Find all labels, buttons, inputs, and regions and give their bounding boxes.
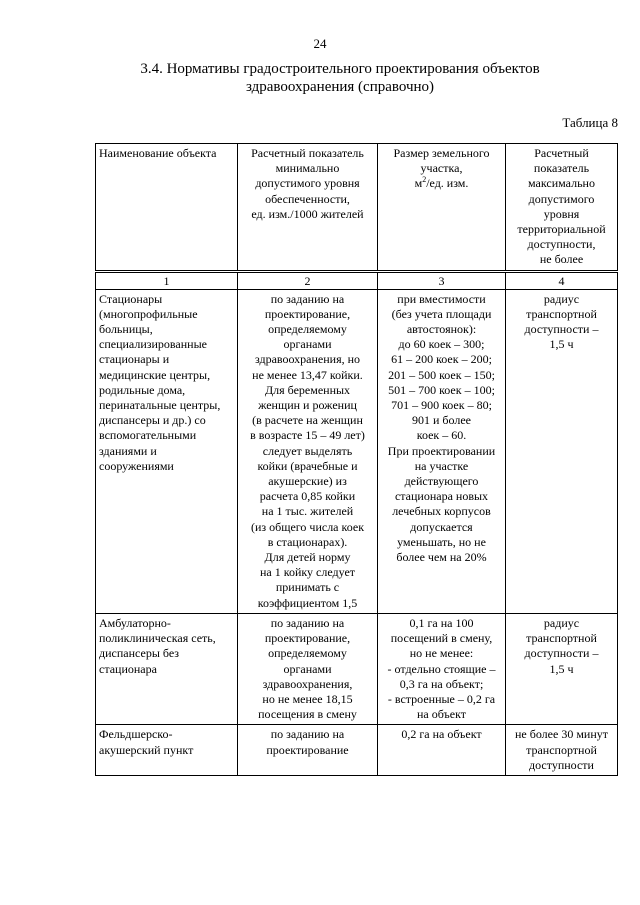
row-object-name: Стационары (многопрофильные больницы, специализированные стационары и медицинские центры, родильные дома, перинатальные центры, диспансеры и др.) со вспомогательными зданиями и сооружениями (96, 289, 238, 613)
row-indicator: по заданию на проектирование (238, 725, 378, 776)
header-land-size (378, 144, 506, 272)
table-row (96, 613, 618, 724)
section-title-line-1: 3.4. Нормативы градостроительного проектирования объектов (140, 61, 540, 77)
table-header-row (96, 144, 618, 272)
row-access: радиус транспортной доступности – 1,5 ч (506, 613, 618, 724)
column-number: 2 (238, 271, 378, 289)
row-object-name: Амбулаторно- поликлиническая сеть, диспансеры без стационара (96, 613, 238, 724)
table-row (96, 289, 618, 613)
section-title (100, 60, 580, 96)
header-land-size-sup: 2 (422, 175, 427, 185)
table-row (96, 725, 618, 776)
row-access: радиус транспортной доступности – 1,5 ч (506, 289, 618, 613)
column-number: 1 (96, 271, 238, 289)
row-access: не более 30 минут транспортной доступности (506, 725, 618, 776)
header-land-size-text: Размер земельного участка, м (393, 146, 490, 191)
header-indicator: Расчетный показатель минимально допустимого уровня обеспеченности, ед. изм./1000 жителей (238, 144, 378, 272)
column-number: 3 (378, 271, 506, 289)
norms-table (95, 143, 618, 776)
row-land-size: 0,2 га на объект (378, 725, 506, 776)
header-access: Расчетный показатель максимально допустимого уровня территориальной доступности, не более (506, 144, 618, 272)
table-label: Таблица 8 (562, 115, 618, 130)
column-number-row (96, 271, 618, 289)
section-title-line-2: здравоохранения (справочно) (245, 79, 435, 95)
row-indicator: по заданию на проектирование, определяемому органами здравоохранения, но не менее 13,47 койки. Для беременных женщин и рожениц (в расчете на женщин в возрасте 15 – 49 лет) следует выделять койки (врачебные и акушерские) из расчета 0,85 койки на 1 тыс. жителей (из общего числа коек в стационарах). Для детей норму на 1 койку следует принимать с коэффициентом 1,5 (238, 289, 378, 613)
row-land-size: при вместимости (без учета площади автостоянок): до 60 коек – 300; 61 – 200 коек – 200; 201 – 500 коек – 150; 501 – 700 коек – 100; 701 – 900 коек – 80; 901 и более коек – 60. При проектировании на участке действующего стационара новых лечебных корпусов допускается уменьшать, но не более чем на 20% (378, 289, 506, 613)
column-number: 4 (506, 271, 618, 289)
row-land-size: 0,1 га на 100 посещений в смену, но не менее: - отдельно стоящие – 0,3 га на объект; - встроенные – 0,2 га на объект (378, 613, 506, 724)
header-object-name: Наименование объекта (96, 144, 238, 272)
page-number: 24 (313, 36, 327, 51)
row-indicator: по заданию на проектирование, определяемому органами здравоохранения, но не менее 18,15 посещения в смену (238, 613, 378, 724)
header-land-size-unit: /ед. изм. (426, 176, 469, 191)
row-object-name: Фельдшерско- акушерский пункт (96, 725, 238, 776)
